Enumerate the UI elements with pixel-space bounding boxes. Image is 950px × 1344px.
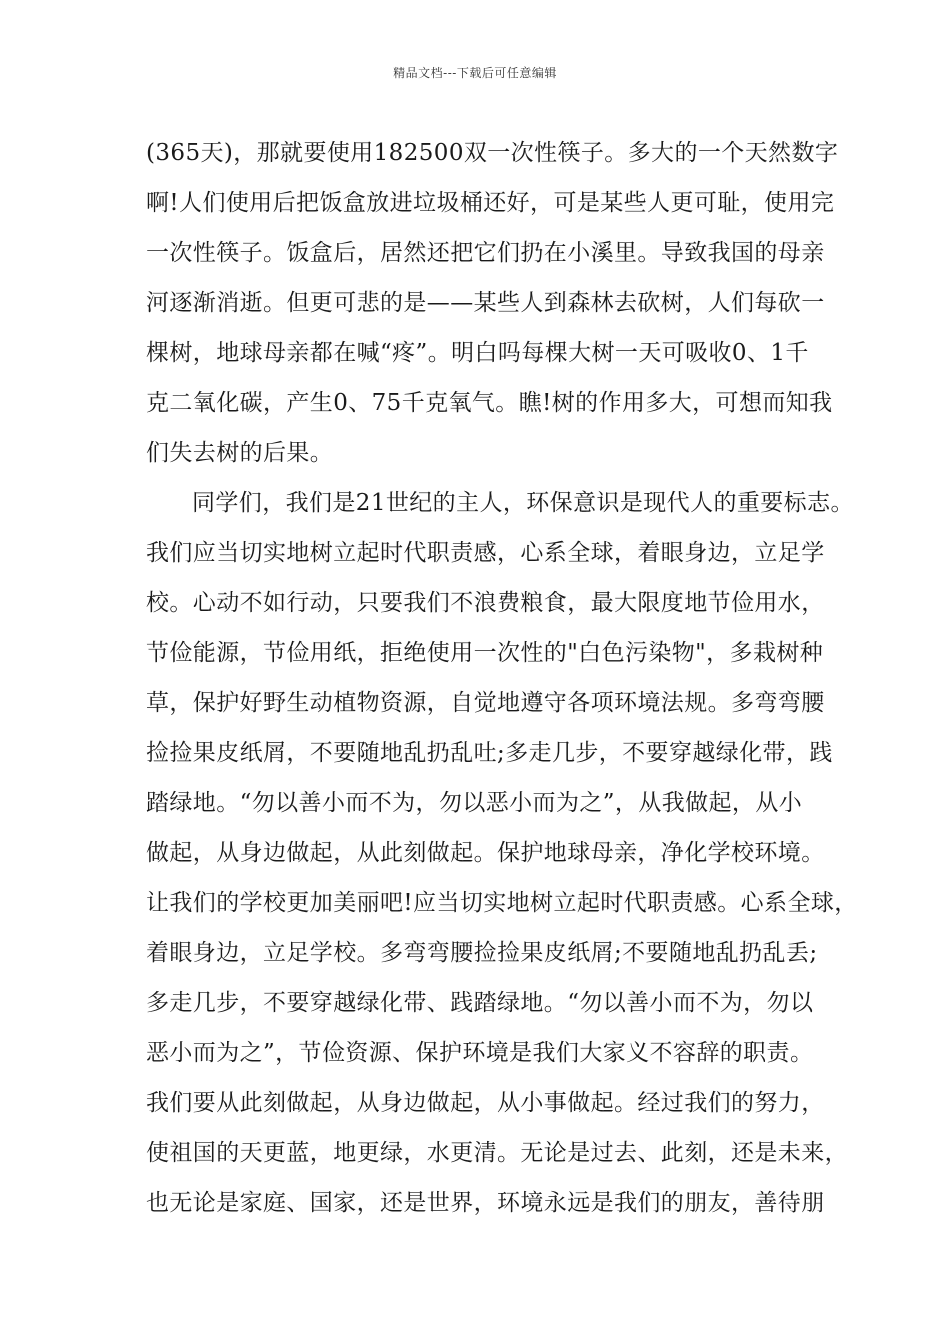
text-line: 恶小而为之”，节俭资源、保护环境是我们大家义不容辞的职责。: [146, 1040, 814, 1066]
text-line: 校。心动不如行动，只要我们不浪费粮食，最大限度地节俭用水，: [146, 590, 825, 616]
text-line: (365天)，那就要使用182500双一次性筷子。多大的一个天然数字: [146, 140, 839, 166]
text-line: 同学们，我们是21世纪的主人，环保意识是现代人的重要标志。: [192, 490, 854, 516]
text-line: 着眼身边，立足学校。多弯弯腰捡捡果皮纸屑;不要随地乱扔乱丢;: [146, 940, 818, 966]
text-line: 使祖国的天更蓝，地更绿，水更清。无论是过去、此刻，还是未来，: [146, 1140, 848, 1166]
text-line: 一次性筷子。饭盒后，居然还把它们扔在小溪里。导致我国的母亲: [146, 240, 825, 266]
text-line: 克二氧化碳，产生0、75千克氧气。瞧!树的作用多大，可想而知我: [146, 390, 833, 416]
page-header: 精品文档---下载后可任意编辑: [393, 66, 557, 80]
text-line: 节俭能源，节俭用纸，拒绝使用一次性的"白色污染物"，多栽树种: [146, 640, 824, 666]
text-line: 们失去树的后果。: [146, 440, 334, 466]
text-line: 草，保护好野生动植物资源，自觉地遵守各项环境法规。多弯弯腰: [146, 690, 825, 716]
text-line: 啊!人们使用后把饭盒放进垃圾桶还好，可是某些人更可耻，使用完: [146, 190, 835, 216]
text-line: 棵树，地球母亲都在喊“疼”。明白吗每棵大树一天可吸收0、1千: [146, 340, 809, 366]
text-line: 捡捡果皮纸屑，不要随地乱扔乱吐;多走几步，不要穿越绿化带，践: [146, 740, 833, 766]
text-line: 让我们的学校更加美丽吧!应当切实地树立起时代职责感。心系全球，: [146, 890, 858, 916]
text-line: 河逐渐消逝。但更可悲的是——某些人到森林去砍树，人们每砍一: [146, 290, 825, 316]
text-line: 我们应当切实地树立起时代职责感，心系全球，着眼身边，立足学: [146, 540, 825, 566]
text-line: 踏绿地。“勿以善小而不为，勿以恶小而为之”，从我做起，从小: [146, 790, 803, 816]
text-line: 我们要从此刻做起，从身边做起，从小事做起。经过我们的努力，: [146, 1090, 825, 1116]
text-line: 做起，从身边做起，从此刻做起。保护地球母亲，净化学校环境。: [146, 840, 825, 866]
text-line: 也无论是家庭、国家，还是世界，环境永远是我们的朋友，善待朋: [146, 1190, 825, 1216]
text-line: 多走几步，不要穿越绿化带、践踏绿地。“勿以善小而不为，勿以: [146, 990, 814, 1016]
paragraph-1: [146, 128, 839, 478]
paragraph-2: [146, 478, 858, 1228]
document-body: [146, 128, 858, 1228]
